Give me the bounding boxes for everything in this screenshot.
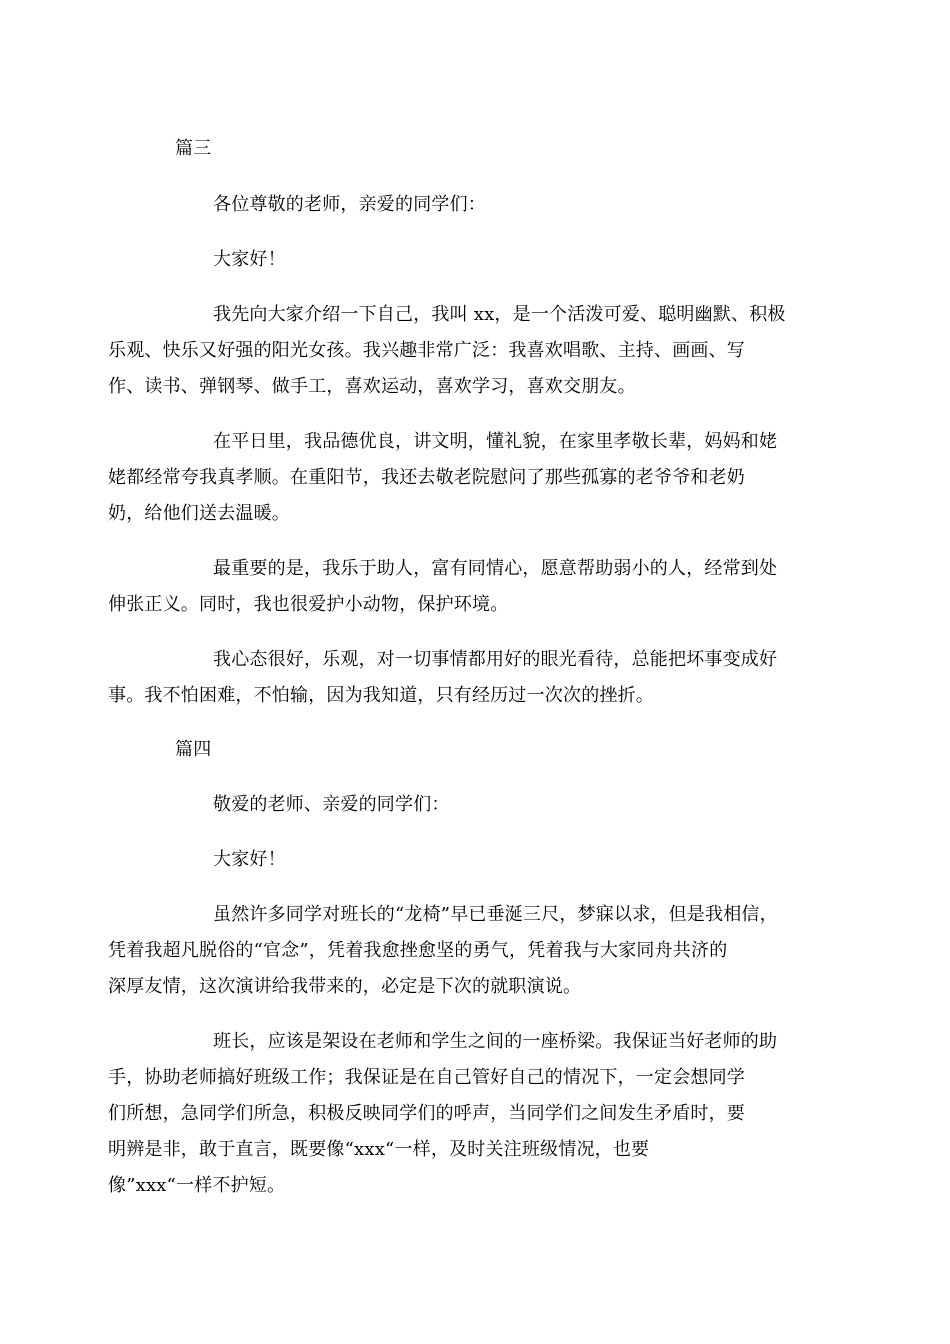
paragraph-line: 伸张正义。同时，我也很爱护小动物，保护环境。 [108,594,509,615]
paragraph-line: 奶，给他们送去温暖。 [108,503,290,524]
hello-line: 大家好！ [213,849,286,870]
paragraph-line: 班长，应该是架设在老师和学生之间的一座桥梁。我保证当好老师的助 [213,1031,778,1052]
paragraph-line: 虽然许多同学对班长的“龙椅”早已垂涎三尺，梦寐以求，但是我相信， [213,904,778,925]
paragraph-line: 我先向大家介绍一下自己，我叫 xx，是一个活泼可爱、聪明幽默、积极 [213,304,786,325]
paragraph-line: 手，协助老师搞好班级工作；我保证是在自己管好自己的情况下，一定会想同学 [108,1067,745,1088]
paragraph-line: 我心态很好，乐观，对一切事情都用好的眼光看待，总能把坏事变成好 [213,649,778,670]
section-heading: 篇三 [175,138,212,159]
paragraph-line: 最重要的是，我乐于助人，富有同情心，愿意帮助弱小的人，经常到处 [213,558,778,579]
paragraph-line: 像”xxx“一样不护短。 [108,1175,286,1196]
greeting-line: 敬爱的老师、亲爱的同学们： [213,794,450,815]
greeting-line: 各位尊敬的老师，亲爱的同学们： [213,194,486,215]
paragraph-line: 明辨是非，敢于直言，既要像“xxx“一样，及时关注班级情况，也要 [108,1139,650,1160]
paragraph-line: 事。我不怕困难，不怕输，因为我知道，只有经历过一次次的挫折。 [108,685,654,706]
paragraph-line: 乐观、快乐又好强的阳光女孩。我兴趣非常广泛：我喜欢唱歌、主持、画画、写 [108,340,745,361]
paragraph-line: 凭着我超凡脱俗的“官念”，凭着我愈挫愈坚的勇气，凭着我与大家同舟共济的 [108,940,728,961]
section-heading: 篇四 [175,739,212,760]
paragraph-line: 作、读书、弹钢琴、做手工，喜欢运动，喜欢学习，喜欢交朋友。 [108,376,636,397]
paragraph-line: 姥都经常夸我真孝顺。在重阳节，我还去敬老院慰问了那些孤寡的老爷爷和老奶 [108,467,745,488]
paragraph-line: 们所想，急同学们所急，积极反映同学们的呼声，当同学们之间发生矛盾时，要 [108,1103,745,1124]
paragraph-line: 深厚友情，这次演讲给我带来的，必定是下次的就职演说。 [108,976,582,997]
paragraph-line: 在平日里，我品德优良，讲文明，懂礼貌，在家里孝敬长辈，妈妈和姥 [213,431,778,452]
hello-line: 大家好！ [213,249,286,270]
